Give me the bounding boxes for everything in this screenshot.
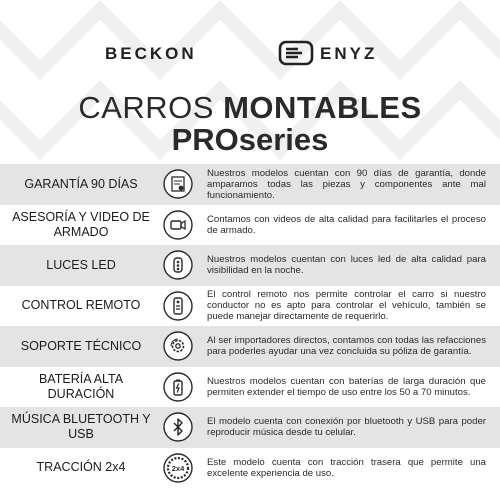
feature-row-assembly-video <box>0 205 500 246</box>
feature-label: CONTROL REMOTO <box>21 298 141 313</box>
feature-description: Al ser importadores directos, contamos con todas las refacciones para poderles ayudar una vez concluida su póliza de garantía. <box>207 335 486 358</box>
warranty-certificate-icon <box>163 169 193 199</box>
feature-label: MÚSICA BLUETOOTH Y USB <box>11 412 151 442</box>
feature-row-bluetooth-usb <box>0 407 500 448</box>
feature-list <box>0 164 500 488</box>
feature-description: Nuestros modelos cuentan con baterías de larga duración que permiten extender el tiempo de uso entre los 50 a 70 minutos. <box>207 375 486 398</box>
feature-label: SOPORTE TÉCNICO <box>20 338 142 353</box>
bluetooth-icon <box>163 412 193 442</box>
feature-label: GARANTÍA 90 DÍAS <box>24 176 138 191</box>
page-subtitle: PROseries <box>171 122 329 157</box>
feature-row-remote-control <box>0 286 500 327</box>
feature-description: Nuestros modelos cuentan con luces led de alta calidad para visibilidad en la noche. <box>207 254 486 277</box>
brand-header <box>0 38 500 68</box>
feature-description: El modelo cuenta con conexión por bluetooth y USB para poder reproducir música desde tu celular. <box>207 416 486 439</box>
beckon-logo: BECKON <box>105 44 197 63</box>
battery-icon <box>163 372 193 402</box>
feature-description: Este modelo cuenta con tracción trasera que permite una excelente experiencia de uso. <box>207 456 486 479</box>
traction-2x4-icon <box>163 453 193 483</box>
feature-label: TRACCIÓN 2x4 <box>36 460 126 475</box>
feature-row-tech-support <box>0 326 500 367</box>
remote-control-icon <box>163 291 193 321</box>
enyz-emblem-icon <box>278 40 314 71</box>
feature-description: Contamos con videos de alta calidad para facilitarles el proceso de armado. <box>207 213 486 236</box>
feature-description: Nuestros modelos cuentan con 90 días de garantía, donde amparamos todas las piezas y componentes ante mal funcionamiento. <box>207 167 486 201</box>
gear-support-icon <box>163 331 193 361</box>
led-lights-icon <box>163 250 193 280</box>
feature-label: BATERÍA ALTA DURACIÓN <box>38 371 124 401</box>
feature-row-warranty <box>0 164 500 205</box>
traction-icon-text: 2x4 <box>171 463 185 473</box>
feature-description: El control remoto nos permite controlar el carro si nuestro conductor no es apto para controlar el vehículo, también se puede manejar directamente de requerirlo. <box>207 289 486 323</box>
feature-label: ASESORÍA Y VIDEO DE ARMADO <box>12 209 150 239</box>
feature-label: LUCES LED <box>46 257 116 272</box>
feature-row-led-lights <box>0 245 500 286</box>
title-word-bold: MONTABLES <box>223 90 422 125</box>
title-word-normal: CARROS <box>78 90 214 125</box>
video-camera-icon <box>163 210 193 240</box>
page-title <box>0 90 500 126</box>
enyz-logo: ENYZ <box>320 44 378 63</box>
feature-row-battery <box>0 367 500 408</box>
feature-row-traction <box>0 448 500 489</box>
